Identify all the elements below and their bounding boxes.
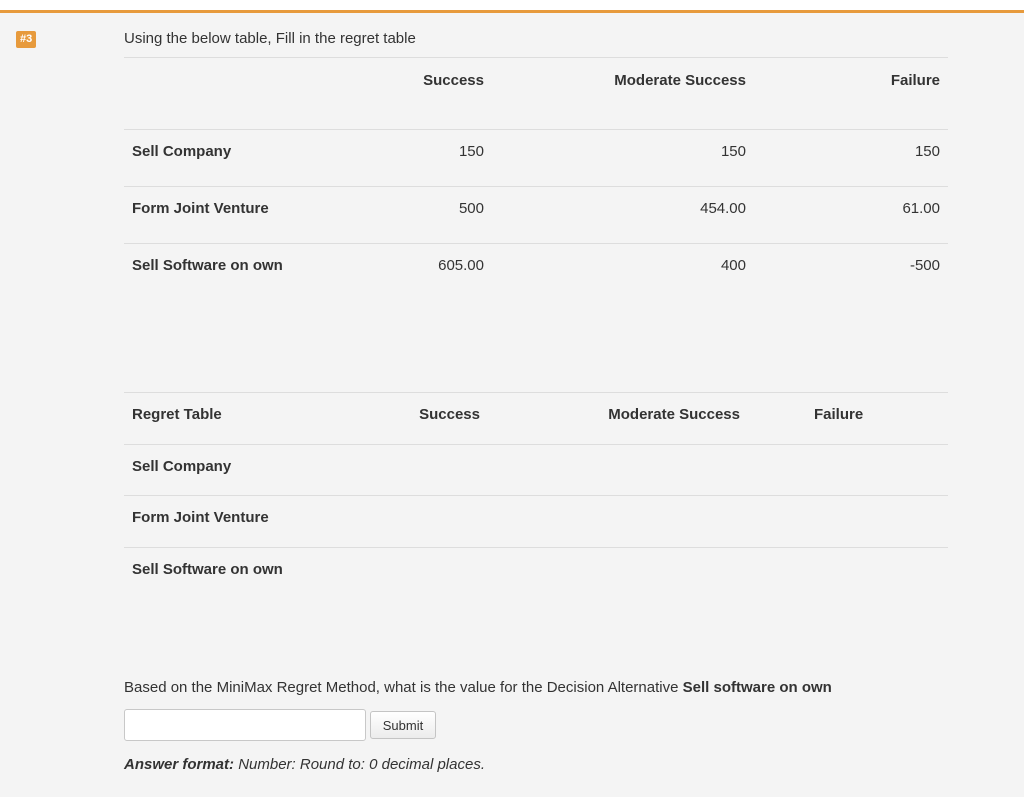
minimax-question [124, 679, 832, 696]
regret-table [124, 392, 948, 599]
payoff-header-row [124, 58, 948, 130]
question-number-badge: #3 [16, 31, 36, 48]
payoff-cell: 61.00 [902, 200, 940, 217]
table-row [124, 187, 948, 244]
regret-header-failure: Failure [814, 406, 864, 423]
regret-header-row [124, 393, 948, 445]
regret-cell [488, 547, 748, 599]
table-row [124, 130, 948, 187]
regret-cell [748, 496, 948, 548]
payoff-cell: 150 [914, 143, 940, 160]
table-row [124, 244, 948, 301]
payoff-cell: 605.00 [438, 257, 484, 274]
regret-cell [350, 547, 488, 599]
row-label: Sell Company [132, 143, 232, 160]
payoff-cell: 454.00 [700, 200, 746, 217]
answer-format-text: Number: Round to: 0 decimal places. [234, 756, 485, 773]
table-row [124, 496, 948, 548]
payoff-header-failure: Failure [890, 72, 940, 89]
row-label: Form Joint Venture [132, 509, 269, 526]
regret-header-moderate-success: Moderate Success [608, 406, 740, 423]
question-prompt: Using the below table, Fill in the regret table [124, 30, 416, 47]
payoff-cell: 500 [458, 200, 484, 217]
payoff-header-moderate-success: Moderate Success [614, 72, 746, 89]
regret-cell [488, 444, 748, 496]
row-label: Sell Software on own [132, 560, 283, 578]
regret-table-title: Regret Table [132, 406, 222, 423]
payoff-cell: 150 [720, 143, 746, 160]
answer-input[interactable] [124, 709, 366, 741]
regret-cell [350, 496, 488, 548]
row-label: Sell Company [132, 457, 232, 475]
answer-format-note [124, 756, 485, 773]
row-label: Form Joint Venture [132, 200, 269, 217]
regret-cell [350, 444, 488, 496]
regret-header-success: Success [419, 406, 480, 423]
payoff-header-success: Success [423, 72, 484, 89]
regret-cell [488, 496, 748, 548]
regret-cell [748, 547, 948, 599]
decision-alternative: Sell software on own [682, 679, 832, 696]
regret-cell [748, 444, 948, 496]
payoff-cell: -500 [909, 257, 940, 274]
question-panel [0, 10, 1024, 797]
answer-format-label: Answer format: [124, 756, 235, 773]
row-label: Sell Software on own [132, 257, 283, 274]
payoff-header-corner [124, 58, 354, 130]
table-row [124, 547, 948, 599]
payoff-cell: 150 [458, 143, 484, 160]
payoff-cell: 400 [720, 257, 746, 274]
minimax-question-text: Based on the MiniMax Regret Method, what is the value for the Decision Alternative [124, 679, 683, 696]
table-row [124, 444, 948, 496]
submit-button[interactable]: Submit [370, 711, 436, 739]
payoff-table [124, 57, 948, 301]
